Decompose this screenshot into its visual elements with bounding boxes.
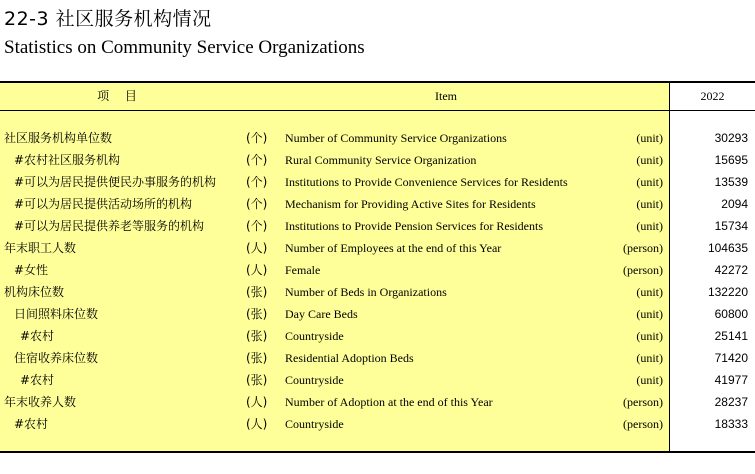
row-unit-chinese: (人) <box>246 241 268 255</box>
row-label-chinese: #可以为居民提供养老等服务的机构 <box>14 219 205 233</box>
row-unit-chinese: (人) <box>246 395 268 409</box>
row-value: 13539 <box>714 175 748 189</box>
row-unit-chinese: (人) <box>246 263 268 277</box>
row-unit-english: (unit) <box>636 153 663 167</box>
page-title-chinese: 22-3 社区服务机构情况 <box>4 8 212 30</box>
row-value: 28237 <box>714 395 748 409</box>
header-year: 2022 <box>700 89 725 103</box>
row-label-chinese: 日间照料床位数 <box>14 307 99 321</box>
row-label-chinese: #农村 <box>20 373 55 387</box>
row-value: 132220 <box>707 285 748 299</box>
table-row <box>0 237 755 259</box>
row-unit-english: (unit) <box>636 285 663 299</box>
page-title-english: Statistics on Community Service Organizations <box>4 37 365 58</box>
row-unit-chinese: (张) <box>246 285 268 299</box>
row-label-chinese: 机构床位数 <box>4 285 65 299</box>
header-item-english: Item <box>435 89 457 103</box>
table-row <box>0 347 755 369</box>
row-label-english: Institutions to Provide Convenience Services for Residents <box>285 175 568 189</box>
row-value: 25141 <box>714 329 748 343</box>
table-row <box>0 193 755 215</box>
row-label-chinese: #女性 <box>14 263 49 277</box>
row-unit-chinese: (张) <box>246 351 268 365</box>
row-unit-chinese: (个) <box>246 219 268 233</box>
row-value: 104635 <box>707 241 748 255</box>
row-label-english: Rural Community Service Organization <box>285 153 477 167</box>
row-value: 15695 <box>714 153 748 167</box>
row-value: 2094 <box>721 197 748 211</box>
row-unit-chinese: (个) <box>246 175 268 189</box>
row-unit-english: (unit) <box>636 219 663 233</box>
table-row <box>0 391 755 413</box>
row-label-english: Day Care Beds <box>285 307 358 321</box>
row-label-english: Countryside <box>285 329 344 343</box>
row-label-english: Countryside <box>285 417 344 431</box>
row-unit-chinese: (人) <box>246 417 268 431</box>
row-label-chinese: 社区服务机构单位数 <box>4 131 113 145</box>
row-label-english: Institutions to Provide Pension Services for Residents <box>285 219 543 233</box>
table-row <box>0 369 755 391</box>
row-label-chinese: 住宿收养床位数 <box>14 351 99 365</box>
row-unit-english: (unit) <box>636 373 663 387</box>
row-unit-chinese: (个) <box>246 131 268 145</box>
table-row <box>0 303 755 325</box>
row-label-chinese: #可以为居民提供活动场所的机构 <box>14 197 193 211</box>
row-unit-english: (unit) <box>636 175 663 189</box>
table-bottom-rule <box>0 451 755 453</box>
row-label-english: Number of Employees at the end of this Year <box>285 241 502 255</box>
table-row <box>0 259 755 281</box>
row-value: 30293 <box>714 131 748 145</box>
row-label-english: Number of Beds in Organizations <box>285 285 447 299</box>
row-label-chinese: #农村社区服务机构 <box>14 153 121 167</box>
table-row <box>0 413 755 435</box>
row-unit-english: (unit) <box>636 329 663 343</box>
row-value: 41977 <box>714 373 748 387</box>
header-item-chinese: 项 目 <box>97 89 143 103</box>
row-unit-chinese: (个) <box>246 197 268 211</box>
row-value: 18333 <box>714 417 748 431</box>
row-label-chinese: 年末收养人数 <box>4 395 77 409</box>
statistics-table <box>0 81 755 453</box>
table-row <box>0 325 755 347</box>
table-row <box>0 171 755 193</box>
row-label-english: Number of Community Service Organizations <box>285 131 507 145</box>
row-value: 42272 <box>714 263 748 277</box>
row-unit-english: (person) <box>623 417 663 431</box>
row-unit-english: (person) <box>623 241 663 255</box>
row-value: 15734 <box>714 219 748 233</box>
table-row <box>0 281 755 303</box>
row-unit-english: (person) <box>623 263 663 277</box>
row-unit-chinese: (张) <box>246 307 268 321</box>
row-label-english: Countryside <box>285 373 344 387</box>
row-unit-english: (unit) <box>636 351 663 365</box>
table-row <box>0 127 755 149</box>
row-label-chinese: 年末职工人数 <box>4 241 77 255</box>
row-label-chinese: #农村 <box>20 329 55 343</box>
table-header-rule <box>0 110 755 111</box>
row-label-chinese: #农村 <box>14 417 49 431</box>
row-value: 71420 <box>714 351 748 365</box>
row-unit-chinese: (张) <box>246 373 268 387</box>
row-label-english: Number of Adoption at the end of this Year <box>285 395 493 409</box>
row-unit-english: (person) <box>623 395 663 409</box>
row-unit-chinese: (张) <box>246 329 268 343</box>
table-row <box>0 215 755 237</box>
row-label-chinese: #可以为居民提供便民办事服务的机构 <box>14 175 217 189</box>
row-unit-chinese: (个) <box>246 153 268 167</box>
row-label-english: Mechanism for Providing Active Sites for Residents <box>285 197 536 211</box>
row-label-english: Residential Adoption Beds <box>285 351 414 365</box>
row-label-english: Female <box>285 263 321 277</box>
table-row <box>0 149 755 171</box>
row-value: 60800 <box>714 307 748 321</box>
row-unit-english: (unit) <box>636 131 663 145</box>
row-unit-english: (unit) <box>636 197 663 211</box>
row-unit-english: (unit) <box>636 307 663 321</box>
